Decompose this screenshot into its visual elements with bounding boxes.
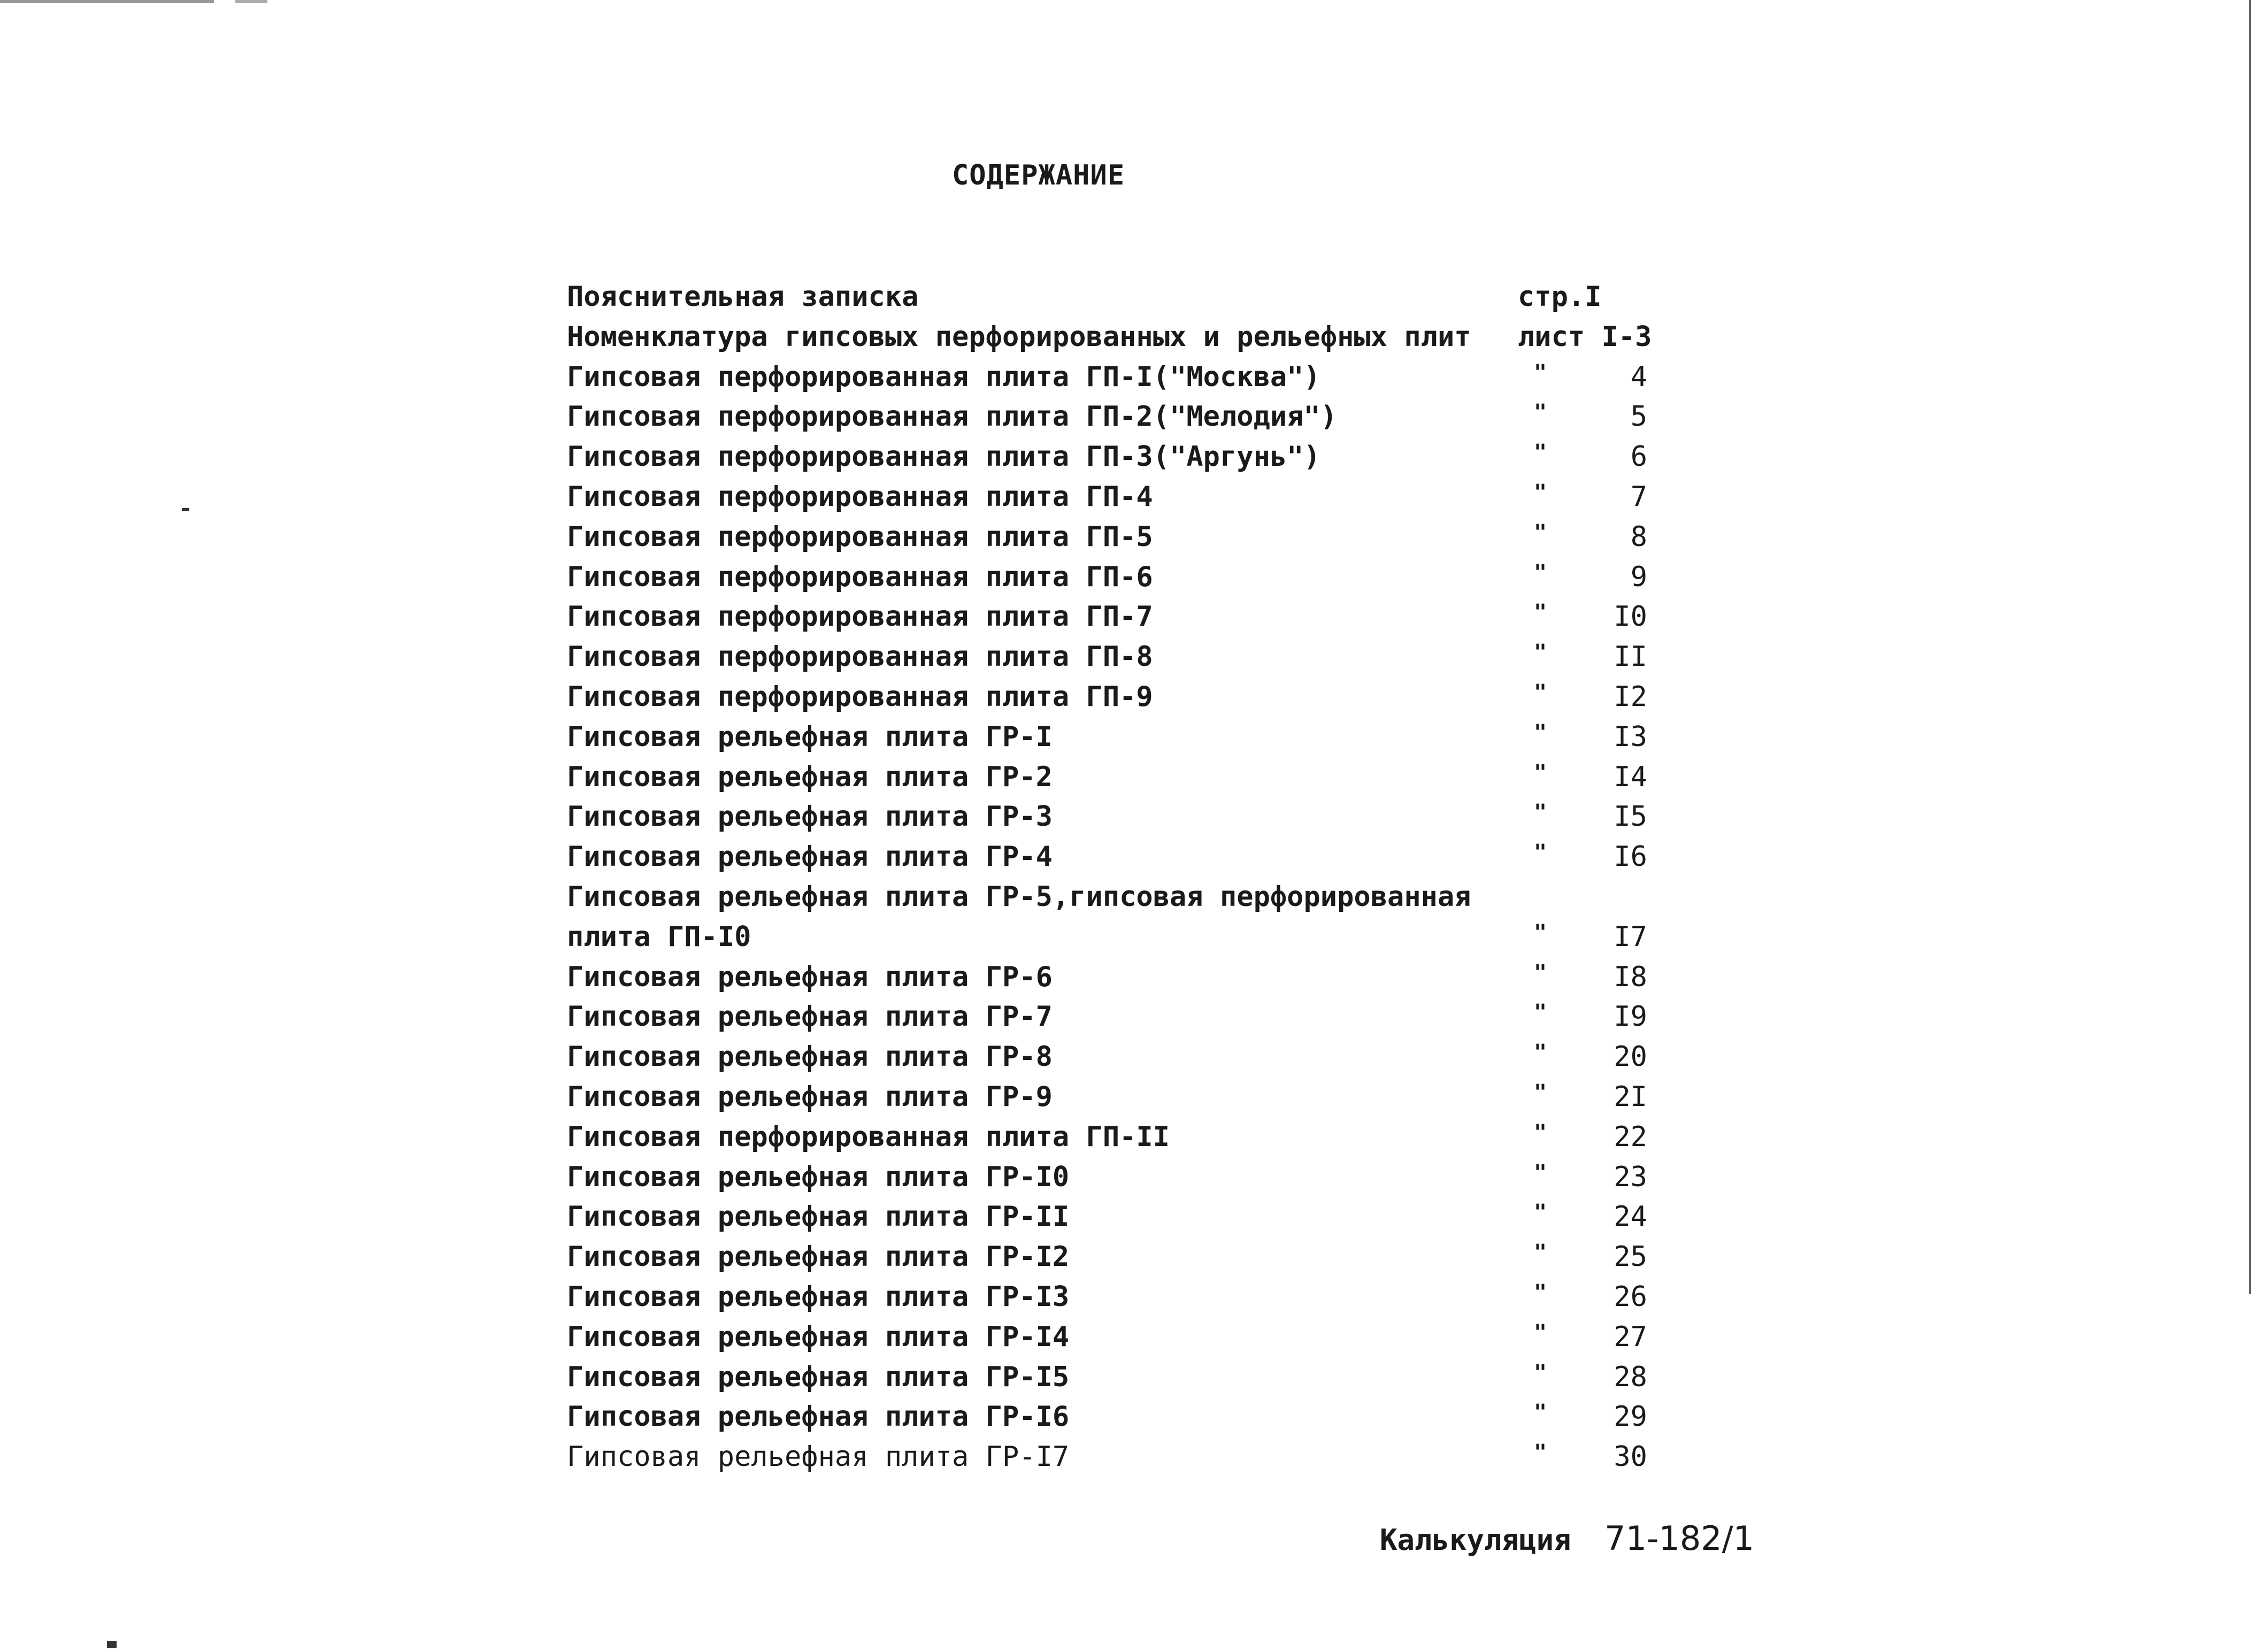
toc-entry-sheet-number: I8 bbox=[1614, 961, 1647, 993]
toc-entry-ditto-mark: " bbox=[1534, 560, 1547, 585]
toc-entry bbox=[567, 1317, 1690, 1357]
toc-entry-label: Гипсовая рельефная плита ГР-II bbox=[567, 1201, 1070, 1233]
toc-entry-sheet-number: 24 bbox=[1614, 1201, 1647, 1233]
toc-entry-sheet-number: 26 bbox=[1614, 1280, 1647, 1313]
page-title: СОДЕРЖАНИЕ bbox=[952, 159, 1125, 191]
toc-entry-sheet-number: 2I bbox=[1614, 1080, 1647, 1113]
toc-entry-ditto-mark: " bbox=[1534, 1000, 1547, 1025]
toc-entry bbox=[567, 1157, 1690, 1197]
toc-entry bbox=[567, 1237, 1690, 1277]
toc-entry-sheet-number: I2 bbox=[1614, 680, 1647, 713]
toc-entry-label: Гипсовая перфорированная плита ГП-4 bbox=[567, 480, 1153, 513]
scan-artifact bbox=[235, 0, 267, 3]
toc-entry bbox=[567, 477, 1690, 517]
toc-entry-label: Гипсовая перфорированная плита ГП-II bbox=[567, 1120, 1170, 1153]
toc-entry bbox=[567, 917, 1690, 957]
toc-entry-sheet-number: I0 bbox=[1614, 601, 1647, 633]
toc-entry-label: Гипсовая рельефная плита ГР-9 bbox=[567, 1080, 1053, 1113]
toc-entry-sheet-number: 6 bbox=[1630, 441, 1647, 473]
toc-entry-ditto-mark: " bbox=[1534, 1320, 1547, 1345]
toc-entry-page-ref: стр.I bbox=[1518, 281, 1602, 313]
toc-entry-ditto-mark: " bbox=[1534, 800, 1547, 825]
toc-entry-label: Гипсовая рельефная плита ГР-I5 bbox=[567, 1361, 1070, 1393]
toc-entry bbox=[567, 757, 1690, 797]
toc-entry-sheet-number: 9 bbox=[1630, 560, 1647, 593]
toc-entry-ditto-mark: " bbox=[1534, 680, 1547, 705]
toc-entry-sheet-number: 4 bbox=[1630, 360, 1647, 393]
toc-entry bbox=[567, 997, 1690, 1037]
toc-entry-ditto-mark: " bbox=[1534, 520, 1547, 545]
toc-entry-label: Гипсовая рельефная плита ГР-I4 bbox=[567, 1320, 1070, 1353]
toc-entry-label: Гипсовая рельефная плита ГР-2 bbox=[567, 760, 1053, 793]
toc-entry bbox=[567, 1357, 1690, 1397]
toc-entry-ditto-mark: " bbox=[1534, 480, 1547, 505]
toc-entry-ditto-mark: " bbox=[1534, 760, 1547, 785]
toc-entry-ditto-mark: " bbox=[1534, 920, 1547, 945]
toc-entry-sheet-number: 27 bbox=[1614, 1320, 1647, 1353]
toc-entry bbox=[567, 397, 1690, 437]
toc-entry-ditto-mark: " bbox=[1534, 840, 1547, 865]
toc-entry bbox=[567, 1437, 1690, 1477]
toc-entry-sheet-number: 7 bbox=[1630, 480, 1647, 513]
toc-entry bbox=[567, 1397, 1690, 1437]
toc-entry bbox=[567, 677, 1690, 717]
toc-entry bbox=[567, 1277, 1690, 1317]
toc-entry bbox=[567, 317, 1690, 357]
toc-entry-label: Гипсовая рельефная плита ГР-8 bbox=[567, 1041, 1053, 1073]
scan-artifact bbox=[182, 508, 189, 511]
toc-entry-ditto-mark: " bbox=[1534, 400, 1547, 425]
toc-entry-label: Гипсовая перфорированная плита ГП-I("Москва") bbox=[567, 360, 1320, 393]
toc-entry bbox=[567, 637, 1690, 677]
toc-entry-sheet-number: 8 bbox=[1630, 520, 1647, 553]
toc-entry bbox=[567, 877, 1690, 917]
toc-entry-label: Гипсовая перфорированная плита ГП-2("Мелодия") bbox=[567, 401, 1338, 433]
scan-artifact bbox=[107, 1641, 117, 1648]
toc-entry-sheet-number: I9 bbox=[1614, 1001, 1647, 1033]
toc-entry-sheet-number: 29 bbox=[1614, 1401, 1647, 1433]
toc-entry-sheet-number: 28 bbox=[1614, 1361, 1647, 1393]
document-footer bbox=[1380, 1519, 1754, 1558]
toc-entry bbox=[567, 837, 1690, 877]
footer-label: Калькуляция bbox=[1380, 1523, 1571, 1557]
toc-entry-label: Гипсовая перфорированная плита ГП-5 bbox=[567, 520, 1153, 553]
toc-entry-label: Гипсовая рельефная плита ГР-6 bbox=[567, 961, 1053, 993]
toc-entry-ditto-mark: " bbox=[1534, 360, 1547, 385]
toc-entry bbox=[567, 1077, 1690, 1117]
toc-entry-ditto-mark: " bbox=[1534, 1240, 1547, 1265]
toc-entry-label: Номенклатура гипсовых перфорированных и рельефных плит bbox=[567, 320, 1471, 353]
toc-entry-sheet-number: 22 bbox=[1614, 1120, 1647, 1153]
toc-entry-label: Гипсовая рельефная плита ГР-I bbox=[567, 720, 1053, 753]
toc-entry-label: Гипсовая перфорированная плита ГП-8 bbox=[567, 641, 1153, 673]
toc-entry-ditto-mark: " bbox=[1534, 1120, 1547, 1145]
toc-entry-sheet-number: 20 bbox=[1614, 1041, 1647, 1073]
toc-entry bbox=[567, 1197, 1690, 1237]
toc-entry bbox=[567, 717, 1690, 757]
toc-entry-sheet-number: I4 bbox=[1614, 760, 1647, 793]
toc-entry-sheet-number: I3 bbox=[1614, 720, 1647, 753]
toc-entry-label: Гипсовая рельефная плита ГР-I3 bbox=[567, 1280, 1070, 1313]
toc-entry-label: Гипсовая перфорированная плита ГП-6 bbox=[567, 560, 1153, 593]
toc-entry-sheet-number: 23 bbox=[1614, 1161, 1647, 1193]
toc-entry-label: Гипсовая рельефная плита ГР-4 bbox=[567, 841, 1053, 873]
toc-entry bbox=[567, 797, 1690, 837]
toc-entry-ditto-mark: " bbox=[1534, 640, 1547, 665]
toc-entry-ditto-mark: " bbox=[1534, 1200, 1547, 1225]
toc-entry-label: Пояснительная записка bbox=[567, 281, 919, 313]
toc-entry-label: плита ГП-I0 bbox=[567, 920, 751, 953]
toc-entry-ditto-mark: " bbox=[1534, 1280, 1547, 1305]
toc-entry-ditto-mark: " bbox=[1534, 720, 1547, 745]
toc-entry-label: Гипсовая рельефная плита ГР-I0 bbox=[567, 1161, 1070, 1193]
toc-entry bbox=[567, 437, 1690, 477]
toc-entry bbox=[567, 517, 1690, 557]
footer-code: 71-182/1 bbox=[1604, 1519, 1755, 1558]
toc-entry bbox=[567, 277, 1690, 317]
toc-entry-sheet-number: 25 bbox=[1614, 1241, 1647, 1273]
toc-entry-label: Гипсовая рельефная плита ГР-I7 bbox=[567, 1441, 1070, 1473]
scan-edge bbox=[2249, 0, 2251, 1294]
toc-entry-ditto-mark: " bbox=[1534, 600, 1547, 625]
toc-entry-sheet-number: I7 bbox=[1614, 920, 1647, 953]
toc-entry-page-ref: лист I-3 bbox=[1518, 320, 1652, 353]
toc-entry-label: Гипсовая рельефная плита ГР-I2 bbox=[567, 1241, 1070, 1273]
toc-entry-ditto-mark: " bbox=[1534, 1160, 1547, 1185]
toc-entry-ditto-mark: " bbox=[1534, 1080, 1547, 1105]
toc-entry-label: Гипсовая перфорированная плита ГП-7 bbox=[567, 601, 1153, 633]
table-of-contents bbox=[567, 277, 1690, 1477]
toc-entry-ditto-mark: " bbox=[1534, 960, 1547, 985]
toc-entry-sheet-number: I6 bbox=[1614, 841, 1647, 873]
toc-entry-ditto-mark: " bbox=[1534, 1040, 1547, 1065]
toc-entry bbox=[567, 957, 1690, 997]
toc-entry bbox=[567, 1117, 1690, 1157]
toc-entry bbox=[567, 597, 1690, 637]
toc-entry-label: Гипсовая рельефная плита ГР-3 bbox=[567, 801, 1053, 833]
toc-entry-ditto-mark: " bbox=[1534, 440, 1547, 465]
toc-entry-sheet-number: 30 bbox=[1614, 1441, 1647, 1473]
scan-artifact bbox=[0, 0, 214, 3]
toc-entry bbox=[567, 1037, 1690, 1077]
toc-entry-label: Гипсовая перфорированная плита ГП-3("Аргунь") bbox=[567, 441, 1320, 473]
toc-entry-label: Гипсовая рельефная плита ГР-I6 bbox=[567, 1401, 1070, 1433]
toc-entry-ditto-mark: " bbox=[1534, 1400, 1547, 1425]
toc-entry-label: Гипсовая рельефная плита ГР-7 bbox=[567, 1001, 1053, 1033]
toc-entry-ditto-mark: " bbox=[1534, 1440, 1547, 1465]
toc-entry-label: Гипсовая перфорированная плита ГП-9 bbox=[567, 680, 1153, 713]
toc-entry bbox=[567, 357, 1690, 397]
toc-entry-sheet-number: II bbox=[1614, 641, 1647, 673]
toc-entry-sheet-number: I5 bbox=[1614, 801, 1647, 833]
toc-entry-ditto-mark: " bbox=[1534, 1360, 1547, 1385]
toc-entry bbox=[567, 557, 1690, 597]
toc-entry-label: Гипсовая рельефная плита ГР-5,гипсовая перфорированная bbox=[567, 880, 1471, 913]
toc-entry-sheet-number: 5 bbox=[1630, 401, 1647, 433]
